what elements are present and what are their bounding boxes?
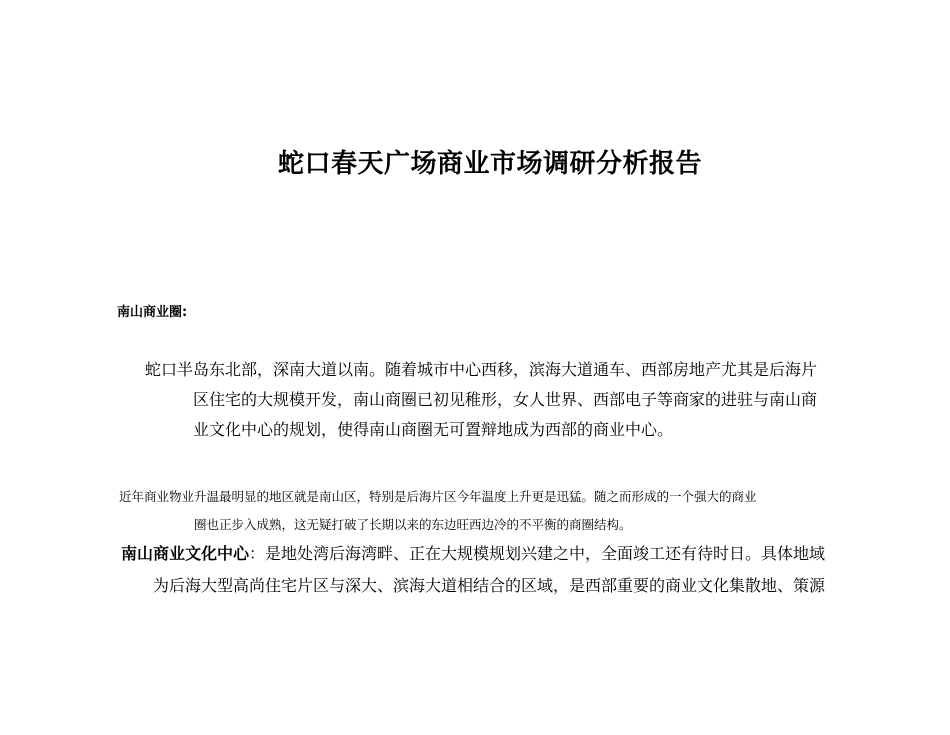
paragraph-market-trend (119, 483, 757, 539)
paragraph-culture-center (121, 538, 825, 602)
paragraph-line-rest: ：是地处湾后海湾畔、正在大规模规划兴建之中，全面竣工还有待时日。具体地域 (249, 544, 826, 563)
section-heading: 南山商业圈: (117, 305, 188, 320)
paragraph-line: 蛇口半岛东北部，深南大道以南。随着城市中心西移，滨海大道通车、西部房地产尤其是后海片 (145, 360, 818, 379)
paragraph-line: 业文化中心的规划，使得南山商圈无可置辩地成为西部的商业中心。 (193, 420, 674, 439)
paragraph-line (121, 538, 825, 570)
paragraph-line: 近年商业物业升温最明显的地区就是南山区，特别是后海片区今年温度上升更是迅猛。随之而形成的一个强大的商业 (119, 489, 757, 504)
paragraph-line: 区住宅的大规模开发，南山商圈已初见稚形，女人世界、西部电子等商家的进驻与南山商 (193, 390, 818, 409)
paragraph-line: 为后海大型高尚住宅片区与深大、滨海大道相结合的区域，是西部重要的商业文化集散地、策源 (153, 576, 826, 595)
paragraph-nanshan-overview (145, 355, 817, 445)
paragraph-lead-term: 南山商业文化中心 (121, 544, 250, 563)
page-title: 蛇口春天广场商业市场调研分析报告 (277, 149, 702, 179)
paragraph-line: 圈也正步入成熟，这无疑打破了长期以来的东边旺西边冷的不平衡的商圈结构。 (194, 517, 632, 532)
